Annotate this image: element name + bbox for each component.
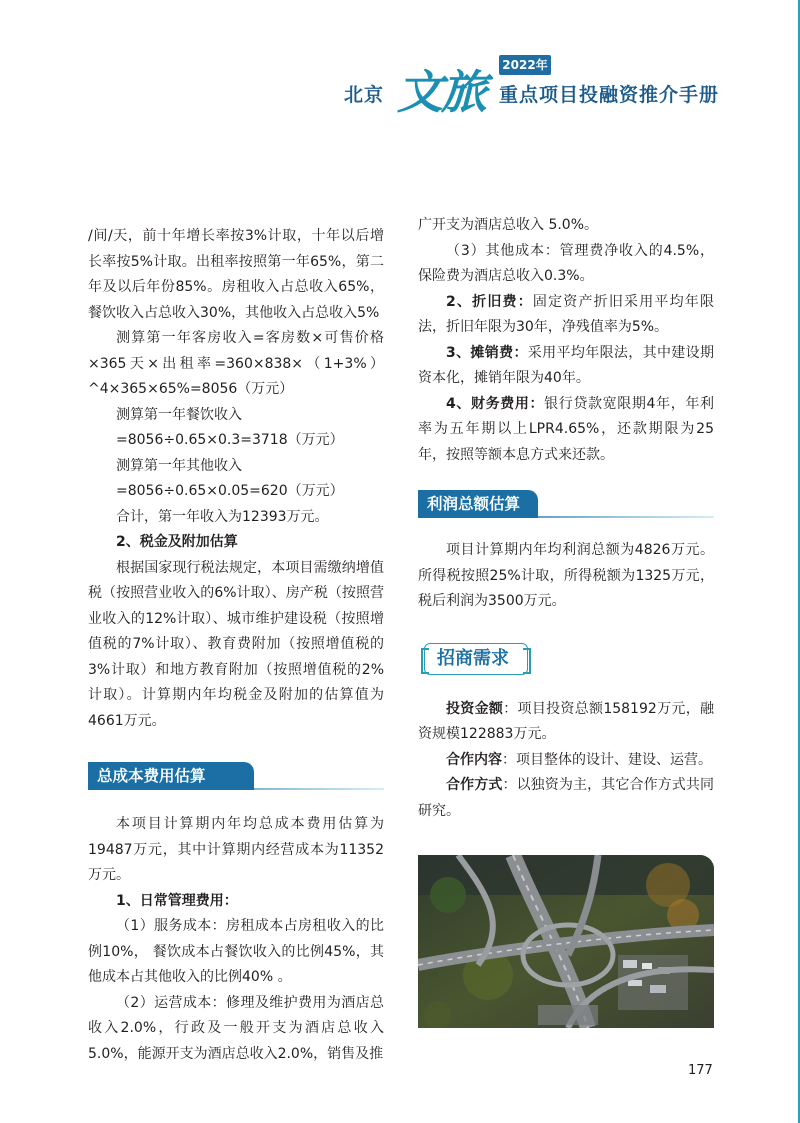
aerial-highway-photo bbox=[418, 855, 714, 1028]
label: 合作方式 bbox=[446, 777, 503, 793]
paragraph: 测算第一年其他收入 bbox=[116, 457, 242, 474]
investment-needs-title bbox=[424, 643, 528, 675]
paragraph bbox=[418, 290, 714, 341]
paragraph: 测算第一年餐饮收入 bbox=[116, 406, 242, 423]
text: ：项目投资总额158192万元，融资规模122883万元。 bbox=[418, 700, 714, 742]
text: 采用平均年限法，其中建设期资本化，摊销年限为40年。 bbox=[418, 344, 714, 386]
header-city: 北京 bbox=[344, 84, 385, 106]
text: 固定资产折旧采用平均年限法，折旧年限为30年，净残值率为5%。 bbox=[418, 293, 714, 335]
header-year-badge: 2022年 bbox=[499, 55, 551, 75]
paragraph: （1）服务成本：房租成本占房租收入的比例10%， 餐饮成本占餐饮收入的比例45%，其他成本占其他收入的比例40% 。 bbox=[88, 918, 384, 985]
bracket-decoration bbox=[421, 648, 429, 674]
paragraph: （3）其他成本：管理费净收入的4.5%，保险费为酒店总收入0.3%。 bbox=[418, 242, 714, 284]
paragraph: 本项目计算期内年均总成本费用估算为19487万元，其中计算期内经营成本为11352万元。 bbox=[88, 816, 384, 883]
paragraph bbox=[418, 773, 714, 824]
label: 3、摊销费： bbox=[446, 344, 528, 361]
paragraph: 根据国家现行税法规定，本项目需缴纳增值税（按照营业收入的6%计取）、房产税（按照营业收入的12%计取）、城市维护建设税（按照增值税的7%计取）、教育费附加（按照增值税的3%计取）和地方教育附加（按照增值税的2%计取）。计算期内年均税金及附加的估算值为4661万元。 bbox=[88, 559, 384, 729]
paragraph bbox=[418, 392, 714, 469]
paragraph: =8056÷0.65×0.05=620（万元） bbox=[116, 483, 344, 499]
label: 合作内容 bbox=[446, 751, 502, 768]
section-title: 总成本费用估算 bbox=[88, 762, 254, 790]
section-title: 利润总额估算 bbox=[418, 490, 538, 518]
header-brand-logo: 文旅 bbox=[397, 65, 485, 119]
paragraph: 项目计算期内年均利润总额为4826万元。所得税按照25%计取，所得税额为1325万元，税后利润为3500万元。 bbox=[418, 542, 714, 609]
text: ：以独资为主，其它合作方式共同研究。 bbox=[418, 777, 715, 819]
page-number: 177 bbox=[688, 1063, 713, 1078]
section-header-cost bbox=[88, 762, 368, 790]
label: 4、财务费用： bbox=[446, 395, 545, 412]
paragraph: /间/天，前十年增长率按3%计取，十年以后增长率按5%计取。出租率按照第一年65%，第二年及以后年份85%。房租收入占总收入65%，餐饮收入占总收入30%，其他收入占总收入5% bbox=[88, 228, 384, 321]
text: ：项目整体的设计、建设、运营。 bbox=[502, 751, 712, 768]
paragraph: =8056÷0.65×0.3=3718（万元） bbox=[116, 432, 344, 448]
label: 投资金额 bbox=[446, 700, 504, 717]
section-title: 招商需求 bbox=[437, 647, 509, 669]
left-column bbox=[88, 224, 384, 1067]
text: 银行贷款宽限期4年，年利率为五年期以上LPR4.65%，还款期限为25年，按照等额本息方式来还款。 bbox=[418, 395, 714, 463]
subheading: 2、税金及附加估算 bbox=[116, 534, 238, 550]
paragraph: 广开支为酒店总收入 5.0%。 bbox=[418, 217, 599, 233]
paragraph: 测算第一年客房收入=客房数×可售价格×365天×出租率=360×838×（1+3%）^4×365×65%=8056（万元） bbox=[88, 330, 384, 397]
header-subtitle: 重点项目投融资推介手册 bbox=[499, 84, 720, 106]
paragraph bbox=[418, 748, 714, 774]
bracket-decoration bbox=[523, 648, 531, 674]
paragraph bbox=[418, 341, 714, 392]
paragraph: （2）运营成本：修理及维护费用为酒店总收入2.0%，行政及一般开支为酒店总收入5.0%，能源开支为酒店总收入2.0%，销售及推 bbox=[88, 994, 384, 1062]
paragraph bbox=[418, 697, 714, 748]
label: 2、折旧费： bbox=[446, 293, 533, 310]
section-header-profit bbox=[418, 490, 698, 518]
right-column bbox=[418, 213, 714, 824]
page-header bbox=[0, 0, 800, 170]
aerial-highway-illustration bbox=[418, 855, 714, 1028]
paragraph: 合计，第一年收入为12393万元。 bbox=[116, 508, 329, 525]
subheading: 1、日常管理费用： bbox=[116, 892, 238, 909]
